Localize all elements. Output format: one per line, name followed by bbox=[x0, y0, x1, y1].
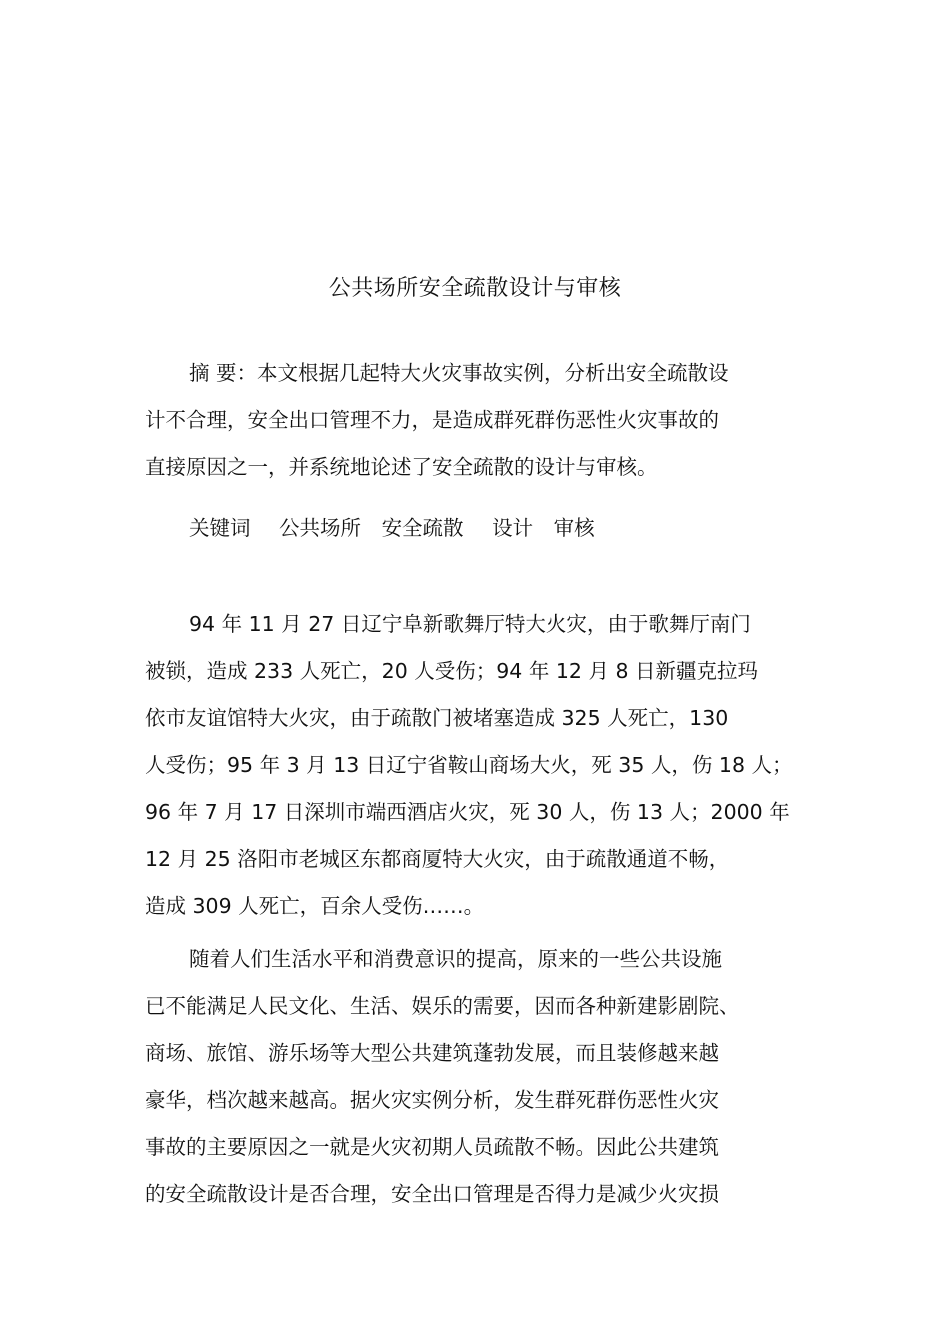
paragraph-line: 商场、旅馆、游乐场等大型公共建筑蓬勃发展，而且装修越来越 bbox=[145, 1041, 719, 1065]
keywords bbox=[145, 505, 795, 552]
paragraph-line: 已不能满足人民文化、生活、娱乐的需要，因而各种新建影剧院、 bbox=[145, 994, 740, 1018]
paragraph-1 bbox=[145, 601, 795, 930]
abstract-line: 直接原因之一，并系统地论述了安全疏散的设计与审核。 bbox=[145, 455, 658, 479]
paragraph-line: 12 月 25 洛阳市老城区东都商厦特大火灾，由于疏散通道不畅， bbox=[145, 847, 730, 871]
paragraph-line: 事故的主要原因之一就是火灾初期人员疏散不畅。因此公共建筑 bbox=[145, 1135, 719, 1159]
paragraph-line: 94 年 11 月 27 日辽宁阜新歌舞厅特大火灾，由于歌舞厅南门 bbox=[189, 612, 751, 636]
keyword: 设计 bbox=[492, 516, 534, 540]
paragraph-line: 被锁，造成 233 人死亡，20 人受伤；94 年 12 月 8 日新疆克拉玛 bbox=[145, 659, 759, 683]
paragraph-line: 造成 309 人死亡，百余人受伤……。 bbox=[145, 894, 485, 918]
paragraph-line: 的安全疏散设计是否合理，安全出口管理是否得力是减少火灾损 bbox=[145, 1182, 719, 1206]
document-title: 公共场所安全疏散设计与审核 bbox=[328, 276, 622, 301]
keyword: 公共场所 bbox=[279, 516, 362, 540]
abstract-line: 摘 要：本文根据几起特大火灾事故实例，分析出安全疏散设 bbox=[189, 361, 729, 385]
paragraph-line: 96 年 7 月 17 日深圳市端西酒店火灾，死 30 人，伤 13 人；2000 年 bbox=[145, 800, 790, 824]
paragraph-line: 依市友谊馆特大火灾，由于疏散门被堵塞造成 325 人死亡，130 bbox=[145, 706, 729, 730]
paragraph-line: 人受伤；95 年 3 月 13 日辽宁省鞍山商场大火，死 35 人，伤 18 人； bbox=[145, 753, 793, 777]
keywords-label: 关键词 bbox=[189, 516, 251, 540]
abstract-line: 计不合理，安全出口管理不力，是造成群死群伤恶性火灾事故的 bbox=[145, 408, 719, 432]
paragraph-line: 随着人们生活水平和消费意识的提高，原来的一些公共设施 bbox=[189, 947, 722, 971]
paragraph-2 bbox=[145, 936, 795, 1218]
abstract bbox=[145, 350, 795, 491]
keyword: 安全疏散 bbox=[381, 516, 464, 540]
paragraph-line: 豪华，档次越来越高。据火灾实例分析，发生群死群伤恶性火灾 bbox=[145, 1088, 719, 1112]
keyword: 审核 bbox=[553, 516, 595, 540]
